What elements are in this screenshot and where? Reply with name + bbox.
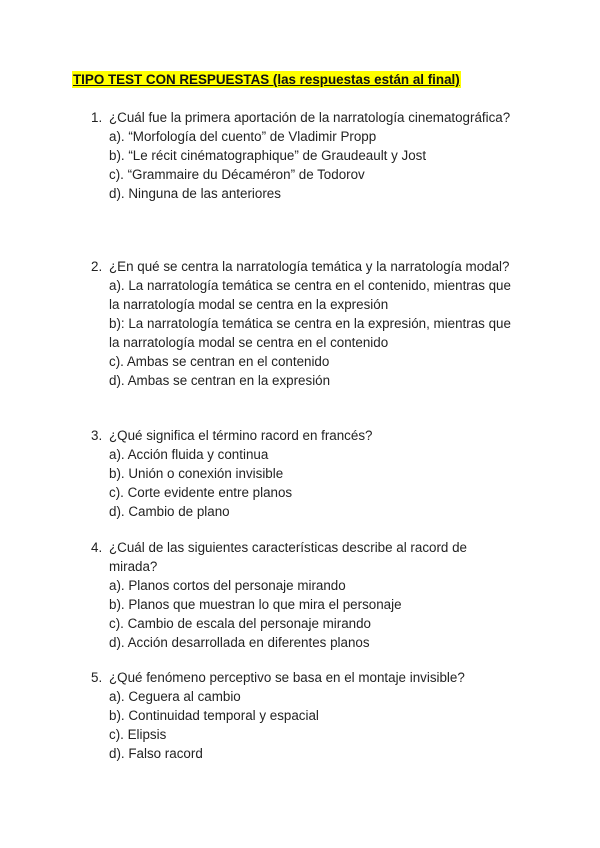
answer-option-b: b). Continuidad temporal y espacial bbox=[109, 708, 319, 723]
answer-option-c: c). Cambio de escala del personaje mirando bbox=[109, 616, 372, 631]
question-number: 5. bbox=[91, 670, 103, 685]
question-text: ¿Cuál de las siguientes características describe al racord de mirada? bbox=[109, 540, 467, 574]
answer-option-c: c). Ambas se centran en el contenido bbox=[109, 354, 330, 369]
document-title: TIPO TEST CON RESPUESTAS (las respuestas están al final) bbox=[73, 72, 460, 87]
answer-option-d: d). Ninguna de las anteriores bbox=[109, 186, 281, 201]
answer-option-c: c). Elipsis bbox=[109, 727, 167, 742]
answer-option-b: b). Unión o conexión invisible bbox=[109, 466, 284, 481]
answer-option-b: b): La narratología temática se centra en la expresión, mientras que la narratología modal se centra en el contenido bbox=[109, 316, 511, 350]
question-5 bbox=[91, 668, 511, 763]
question-text: ¿Cuál fue la primera aportación de la narratología cinematográfica? bbox=[109, 110, 511, 125]
answer-option-a: a). Planos cortos del personaje mirando bbox=[109, 578, 346, 593]
answer-option-a: a). “Morfología del cuento” de Vladimir Propp bbox=[109, 129, 377, 144]
question-number: 3. bbox=[91, 428, 103, 443]
question-text: ¿Qué significa el término racord en francés? bbox=[109, 428, 373, 443]
question-number: 2. bbox=[91, 259, 103, 274]
answer-option-d: d). Cambio de plano bbox=[109, 504, 230, 519]
answer-option-b: b). Planos que muestran lo que mira el personaje bbox=[109, 597, 402, 612]
question-number: 1. bbox=[91, 110, 103, 125]
question-text: ¿Qué fenómeno perceptivo se basa en el montaje invisible? bbox=[109, 670, 465, 685]
answer-option-d: d). Acción desarrollada en diferentes planos bbox=[109, 635, 370, 650]
answer-option-a: a). La narratología temática se centra en el contenido, mientras que la narratología modal se centra en la expresión bbox=[109, 278, 511, 312]
question-2 bbox=[91, 257, 511, 390]
question-number: 4. bbox=[91, 540, 103, 555]
answer-option-d: d). Falso racord bbox=[109, 746, 203, 761]
question-4 bbox=[91, 538, 511, 652]
question-text: ¿En qué se centra la narratología temática y la narratología modal? bbox=[109, 259, 510, 274]
question-3 bbox=[91, 426, 511, 521]
answer-option-a: a). Ceguera al cambio bbox=[109, 689, 241, 704]
answer-option-a: a). Acción fluida y continua bbox=[109, 447, 269, 462]
answer-option-c: c). Corte evidente entre planos bbox=[109, 485, 293, 500]
question-1 bbox=[91, 108, 511, 203]
answer-option-d: d). Ambas se centran en la expresión bbox=[109, 373, 331, 388]
answer-option-c: c). “Grammaire du Décaméron” de Todorov bbox=[109, 167, 365, 182]
answer-option-b: b). “Le récit cinématographique” de Graudeault y Jost bbox=[109, 148, 427, 163]
